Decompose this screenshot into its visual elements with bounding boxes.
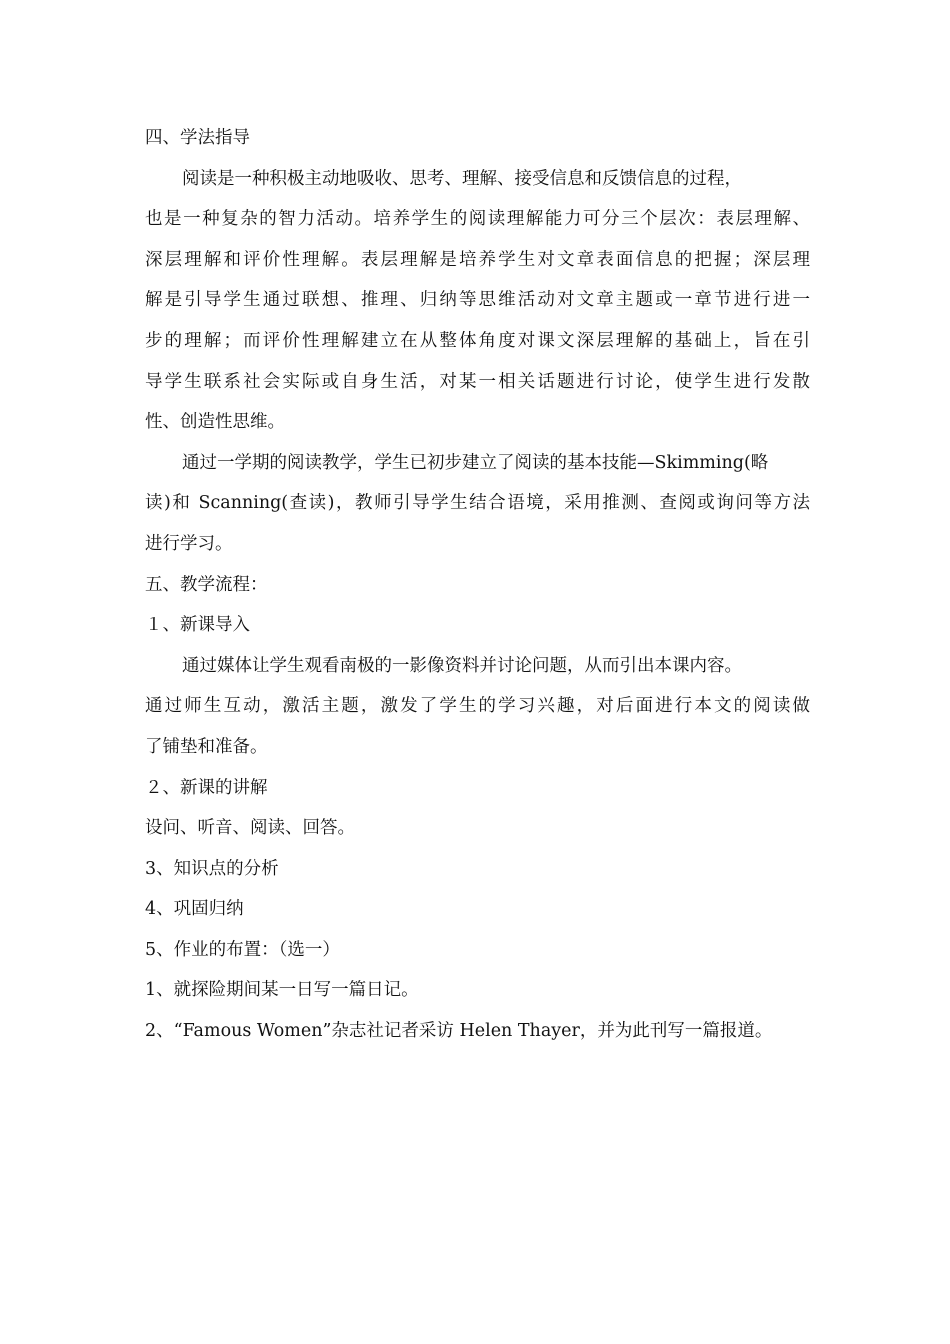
- paragraph-line: 性、创造性思维。: [145, 412, 285, 433]
- paragraph-line: 进行学习。: [145, 533, 233, 554]
- paragraph-line: 读)和 Scanning(查读)，教师引导学生结合语境，采用推测、查阅或询问等方法: [145, 493, 810, 514]
- step-heading-new-lesson: ２、新课的讲解: [145, 777, 268, 798]
- paragraph-line: 了铺垫和准备。: [145, 736, 268, 757]
- step-heading-knowledge-analysis: 3、知识点的分析: [145, 858, 279, 879]
- homework-item-diary: 1、就探险期间某一日写一篇日记。: [145, 980, 419, 1001]
- paragraph-line: 通过师生互动，激活主题，激发了学生的学习兴趣，对后面进行本文的阅读做: [145, 696, 810, 717]
- paragraph-line: 深层理解和评价性理解。表层理解是培养学生对文章表面信息的把握；深层理: [145, 249, 810, 270]
- step-text-new-lesson: 设问、听音、阅读、回答。: [145, 818, 355, 839]
- step-heading-lead-in: １、新课导入: [145, 615, 250, 636]
- paragraph-lead-in: [145, 646, 810, 768]
- paragraph-line: 也是一种复杂的智力活动。培养学生的阅读理解能力可分三个层次：表层理解、: [145, 209, 810, 230]
- paragraph-line: 通过一学期的阅读教学，学生已初步建立了阅读的基本技能—Skimming(略: [182, 452, 769, 473]
- step-heading-homework: 5、作业的布置：（选一）: [145, 939, 340, 960]
- paragraph-line: 解是引导学生通过联想、推理、归纳等思维活动对文章主题或一章节进行进一: [145, 290, 810, 311]
- section-heading-study-method: 四、学法指导: [145, 128, 250, 148]
- step-heading-consolidation: 4、巩固归纳: [145, 899, 244, 920]
- section-heading-teaching-process: 五、教学流程：: [145, 574, 268, 595]
- paragraph-reading-levels: [145, 159, 810, 443]
- paragraph-line: 导学生联系社会实际或自身生活，对某一相关话题进行讨论，使学生进行发散: [145, 371, 810, 392]
- paragraph-line: 阅读是一种积极主动地吸收、思考、理解、接受信息和反馈信息的过程，: [182, 168, 742, 189]
- paragraph-reading-skills: [145, 443, 810, 565]
- document-body: [145, 118, 810, 1052]
- paragraph-line: 通过媒体让学生观看南极的一影像资料并讨论问题，从而引出本课内容。: [182, 655, 742, 676]
- homework-item-report: 2、“Famous Women”杂志社记者采访 Helen Thayer，并为此刊写一篇报道。: [145, 1021, 773, 1042]
- paragraph-line: 步的理解；而评价性理解建立在从整体角度对课文深层理解的基础上，旨在引: [145, 330, 810, 351]
